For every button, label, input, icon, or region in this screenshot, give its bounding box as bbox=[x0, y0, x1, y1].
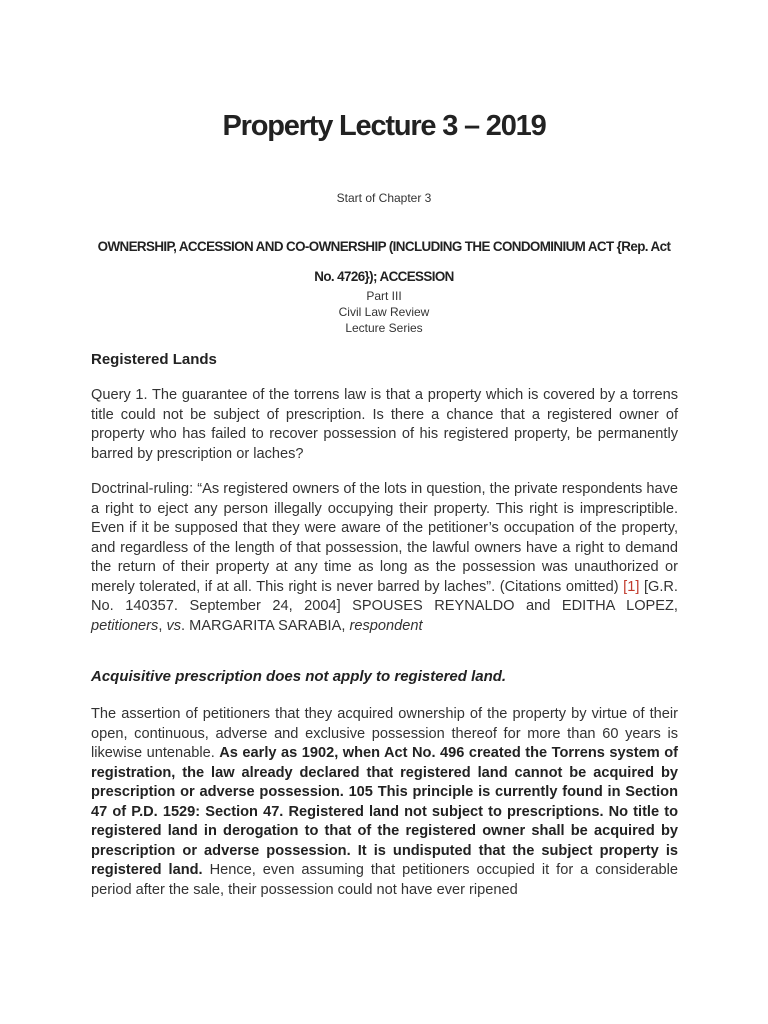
assertion-paragraph bbox=[91, 705, 678, 900]
section-heading: Registered Lands bbox=[91, 351, 217, 368]
lecture-series-block bbox=[0, 288, 768, 336]
page-title: Property Lecture 3 – 2019 bbox=[222, 110, 546, 142]
citation-respondent: respondent bbox=[349, 617, 423, 634]
assertion-intro: The assertion of petitioners that they acquired ownership of the property by virtue of their open, continuous, adverse and exclusive possession thereof for more than 60 years is likewise untenable. bbox=[91, 706, 678, 761]
chapter-heading: OWNERSHIP, ACCESSION AND CO-OWNERSHIP (INCLUDING THE CONDOMINIUM ACT {Rep. Act No. 4726}); ACCESSION bbox=[97, 239, 671, 284]
citation-text: [G.R. No. 140357. September 24, 2004] SPOUSES REYNALDO and EDITHA LOPEZ, bbox=[91, 578, 678, 614]
footnote-link[interactable]: [1] bbox=[623, 578, 640, 595]
assertion-bold: As early as 1902, when Act No. 496 created the Torrens system of registration, the law already declared that registered land cannot be acquired by prescription or adverse possession. 105 This principle is currently found in Section 47 of P.D. 1529: Section 47. Registered land not subject to prescriptions. No title to registered land in derogation to that of the registered owner shall be acquired by prescription or adverse possession. It is undisputed that the subject property is registered land. bbox=[91, 745, 678, 878]
query-paragraph: Query 1. The guarantee of the torrens law is that a property which is covered by a torrens title could not be subject of prescription. Is there a chance that a registered owner of property who has failed to recover possession of his registered property, be permanently barred by prescription or laches? bbox=[91, 387, 678, 462]
ruling-text: Doctrinal-ruling: “As registered owners of the lots in question, the private respondents have a right to eject any person illegally occupying their property. This right is imprescriptible. Even if it be supposed that they were aware of the petitioner’s occupation of the property, and regardless of the length of that possession, the lawful owners have a right to demand the return of their property at any time as long as the possession was unauthorized or merely tolerated, if at all. This right is never barred by laches”. (Citations omitted) bbox=[91, 481, 678, 595]
citation-vs: vs bbox=[166, 617, 182, 634]
citation-respondent-name: . MARGARITA SARABIA, bbox=[181, 617, 346, 634]
chapter-subtitle: Start of Chapter 3 bbox=[336, 191, 432, 205]
principle-heading: Acquisitive prescription does not apply to registered land. bbox=[91, 668, 507, 685]
series-course: Civil Law Review bbox=[338, 305, 430, 319]
series-part: Part III bbox=[366, 289, 402, 303]
assertion-rest: Hence, even assuming that petitioners occupied it for a considerable period after the sale, their possession could not have ever ripened bbox=[91, 862, 679, 898]
ruling-paragraph: Doctrinal-ruling: “As registered owners of the lots in question, the private respondents have a right to eject any person illegally occupying their property. This right is imprescriptible. Even if it be supposed that they were aware of the petitioner’s occupation of the property, and regardless of the length of that possession, the lawful owners have a right to demand the return of their property at any time as long as the possession was unauthorized or merely tolerated, if at all. This right is never barred by laches”. (Citations omitted) [1] [G.R. No. 140357. September 24, 2004] SPOUSES REYNALDO and EDITHA LOPEZ, petitioners, vs. MARGARITA SARABIA, respondent bbox=[91, 481, 678, 634]
citation-petitioners: petitioners bbox=[91, 617, 159, 634]
series-name: Lecture Series bbox=[345, 321, 423, 335]
